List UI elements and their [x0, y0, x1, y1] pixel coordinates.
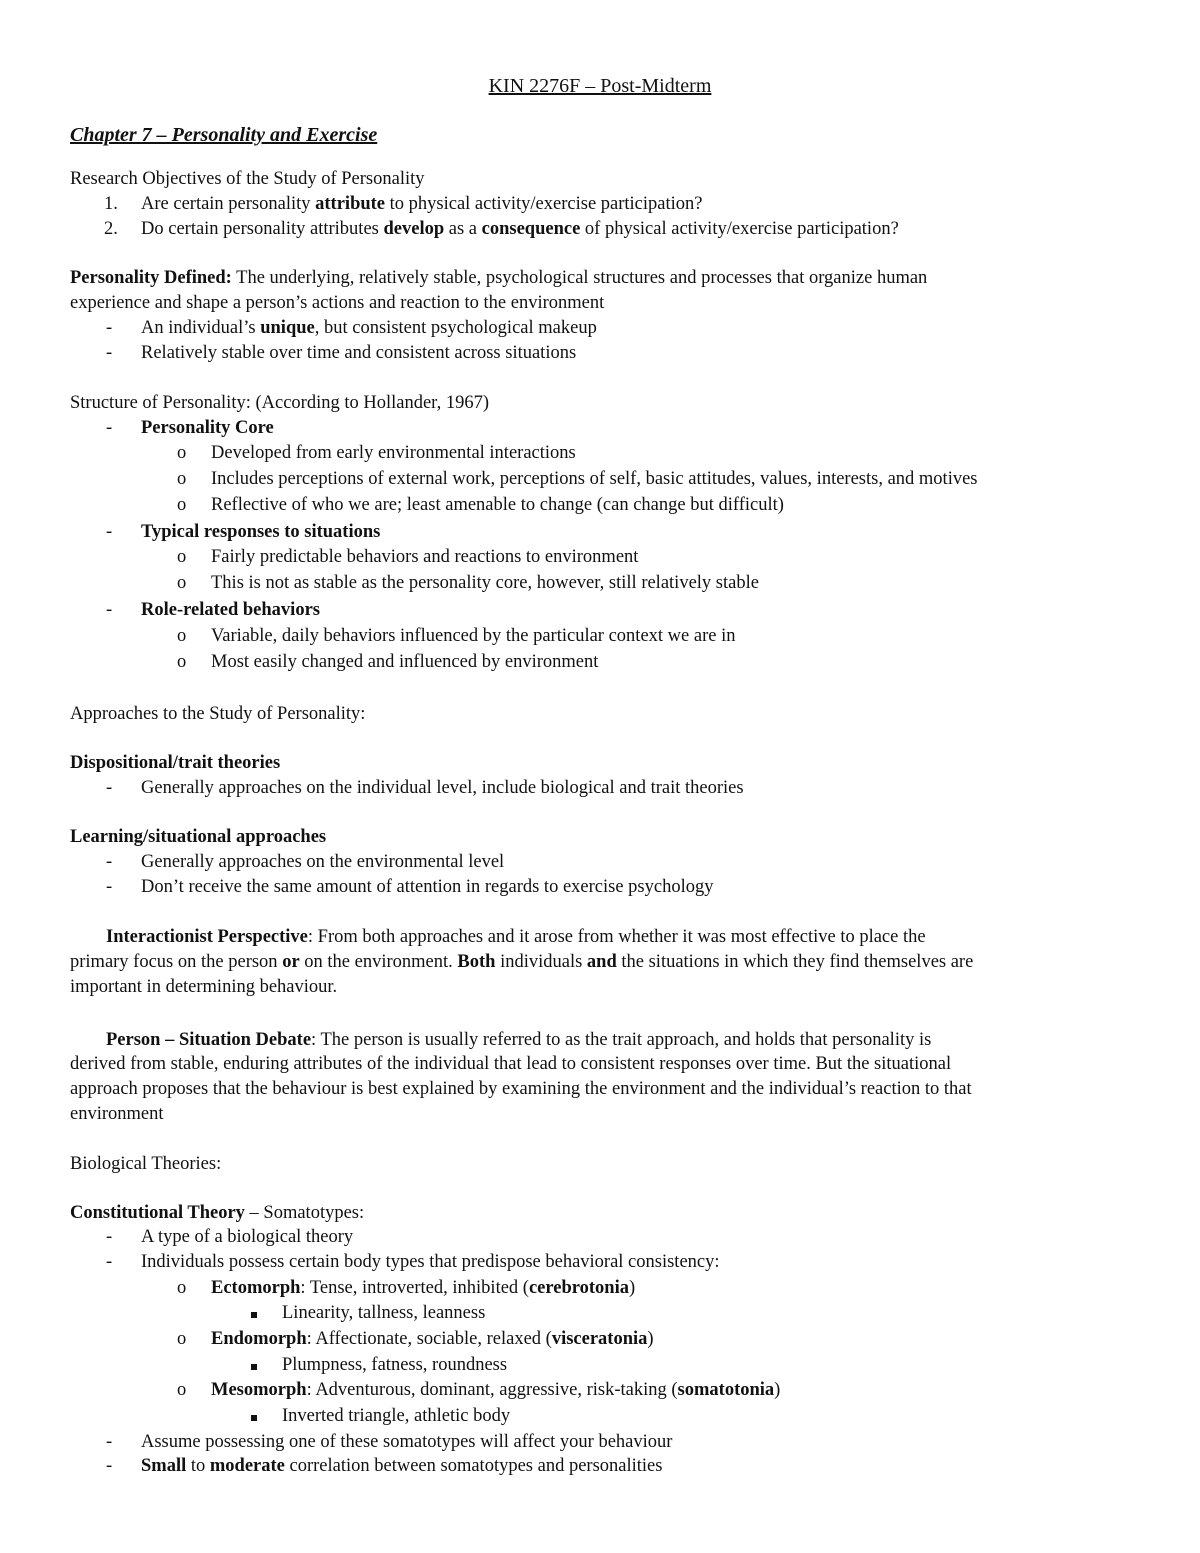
structure-heading: Structure of Personality: (According to Hollander, 1967) [70, 393, 490, 413]
research-question-1: Are certain personality attribute to physical activity/exercise participation? [141, 194, 703, 214]
circle-bullet: o [177, 652, 187, 672]
circle-bullet: o [177, 1380, 187, 1400]
circle-bullet: o [177, 1329, 187, 1349]
personality-definition: Personality Defined: The underlying, relatively stable, psychological structures and processes that organize human [70, 268, 928, 288]
dispositional-item: Generally approaches on the individual level, include biological and trait theories [141, 778, 744, 798]
dash-bullet: - [106, 1252, 113, 1272]
research-heading: Research Objectives of the Study of Personality [70, 169, 425, 189]
endomorph-item: Endomorph: Affectionate, sociable, relaxed (visceratonia) [211, 1329, 654, 1349]
correlation-item: Small to moderate correlation between somatotypes and personalities [141, 1456, 663, 1476]
typical-item: Fairly predictable behaviors and reactions to environment [211, 547, 639, 567]
dash-bullet: - [106, 418, 113, 438]
endomorph-sub: Plumpness, fatness, roundness [282, 1355, 508, 1375]
role-related-label: Role-related behaviors [141, 600, 320, 620]
debate-paragraph-line: derived from stable, enduring attributes of the individual that lead to consistent responses over time. But the situational [70, 1054, 952, 1074]
circle-bullet: o [177, 495, 187, 515]
interactionist-paragraph: Interactionist Perspective: From both approaches and it arose from whether it was most effective to place the [106, 927, 926, 947]
core-item: Developed from early environmental interactions [211, 443, 576, 463]
circle-bullet: o [177, 573, 187, 593]
debate-paragraph-line: environment [70, 1104, 164, 1124]
learning-heading: Learning/situational approaches [70, 827, 327, 847]
research-question-2: Do certain personality attributes develop as a consequence of physical activity/exercise participation? [141, 219, 899, 239]
constitutional-item: Individuals possess certain body types that predispose behavioral consistency: [141, 1252, 720, 1272]
role-item: Most easily changed and influenced by environment [211, 652, 599, 672]
definition-bullet-stable: Relatively stable over time and consistent across situations [141, 343, 577, 363]
constitutional-item: Assume possessing one of these somatotypes will affect your behaviour [141, 1432, 673, 1452]
dash-bullet: - [106, 1227, 113, 1247]
square-bullet [251, 1353, 257, 1378]
core-item: Includes perceptions of external work, perceptions of self, basic attitudes, values, interests, and motives [211, 469, 978, 489]
personality-core-label: Personality Core [141, 418, 274, 438]
approaches-heading: Approaches to the Study of Personality: [70, 704, 366, 724]
mesomorph-item: Mesomorph: Adventurous, dominant, aggressive, risk-taking (somatotonia) [211, 1380, 781, 1400]
ectomorph-sub: Linearity, tallness, leanness [282, 1303, 486, 1323]
circle-bullet: o [177, 469, 187, 489]
definition-bullet-unique: An individual’s unique, but consistent psychological makeup [141, 318, 597, 338]
dash-bullet: - [106, 852, 113, 872]
personality-definition-cont: experience and shape a person’s actions and reaction to the environment [70, 293, 605, 313]
page-title: KIN 2276F – Post-Midterm [488, 75, 712, 97]
dash-bullet: - [106, 522, 113, 542]
learning-item: Don’t receive the same amount of attention in regards to exercise psychology [141, 877, 714, 897]
dash-bullet: - [106, 1456, 113, 1476]
typical-item: This is not as stable as the personality core, however, still relatively stable [211, 573, 759, 593]
circle-bullet: o [177, 443, 187, 463]
square-bullet [251, 1301, 257, 1326]
list-number: 1. [104, 194, 118, 214]
learning-item: Generally approaches on the environmental level [141, 852, 505, 872]
constitutional-item: A type of a biological theory [141, 1227, 354, 1247]
dispositional-heading: Dispositional/trait theories [70, 753, 281, 773]
ectomorph-item: Ectomorph: Tense, introverted, inhibited (cerebrotonia) [211, 1278, 636, 1298]
square-bullet [251, 1404, 257, 1429]
core-item: Reflective of who we are; least amenable to change (can change but difficult) [211, 495, 784, 515]
circle-bullet: o [177, 547, 187, 567]
typical-responses-label: Typical responses to situations [141, 522, 381, 542]
circle-bullet: o [177, 1278, 187, 1298]
dash-bullet: - [106, 343, 113, 363]
dash-bullet: - [106, 1432, 113, 1452]
interactionist-paragraph-line: primary focus on the person or on the environment. Both individuals and the situations in which they find themselves are [70, 952, 974, 972]
list-number: 2. [104, 219, 118, 239]
biological-heading: Biological Theories: [70, 1154, 222, 1174]
constitutional-heading: Constitutional Theory – Somatotypes: [70, 1203, 365, 1223]
dash-bullet: - [106, 600, 113, 620]
interactionist-paragraph-line: important in determining behaviour. [70, 977, 338, 997]
debate-paragraph-line: approach proposes that the behaviour is best explained by examining the environment and the individual’s reaction to that [70, 1079, 972, 1099]
mesomorph-sub: Inverted triangle, athletic body [282, 1406, 511, 1426]
debate-paragraph: Person – Situation Debate: The person is usually referred to as the trait approach, and holds that personality is [106, 1030, 932, 1050]
dash-bullet: - [106, 778, 113, 798]
dash-bullet: - [106, 318, 113, 338]
circle-bullet: o [177, 626, 187, 646]
dash-bullet: - [106, 877, 113, 897]
chapter-heading: Chapter 7 – Personality and Exercise [70, 124, 378, 146]
role-item: Variable, daily behaviors influenced by the particular context we are in [211, 626, 736, 646]
